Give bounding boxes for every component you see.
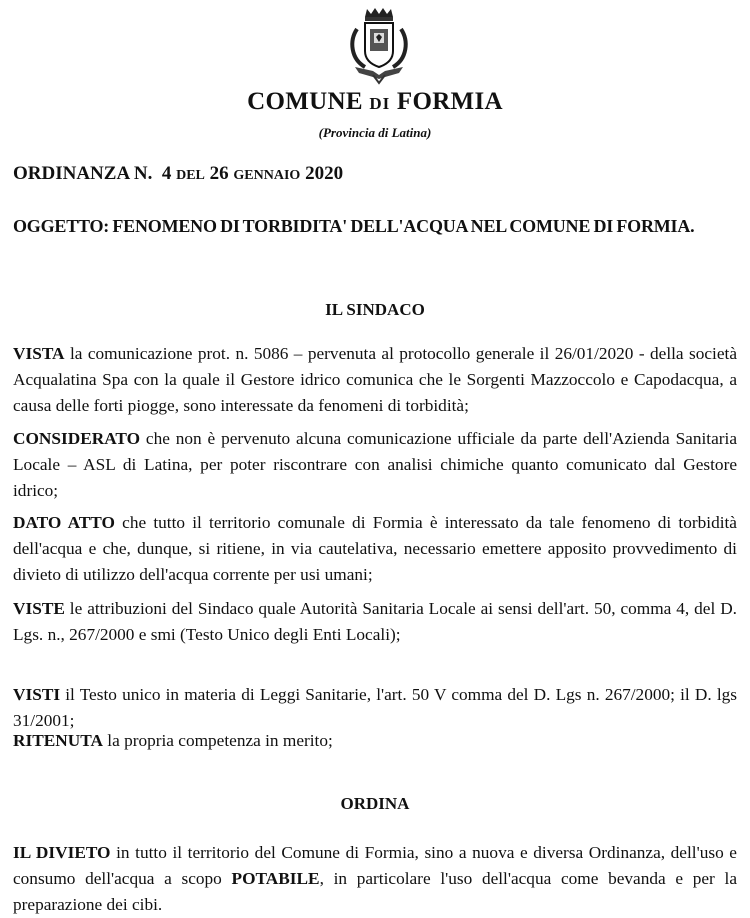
title-di: DI (369, 94, 391, 113)
ordina-heading: ORDINA (340, 794, 410, 813)
paragraph-visti (13, 682, 737, 734)
paragraph-text: il Testo unico in materia di Leggi Sanitarie, l'art. 50 V comma del D. Lgs n. 267/2000; il D. lgs 31/2001; (13, 685, 737, 730)
paragraph-keyword: IL DIVIETO (13, 843, 111, 862)
sindaco-heading: IL SINDACO (325, 300, 425, 319)
ordinance-number-line (13, 163, 343, 185)
paragraph-keyword: VISTE (13, 599, 65, 618)
municipality-title (0, 88, 750, 116)
subject-line: OGGETTO: FENOMENO DI TORBIDITA' DELL'ACQUA NEL COMUNE DI FORMIA. (13, 216, 695, 236)
paragraph-viste (13, 596, 737, 648)
ordinance-label: ORDINANZA N. (13, 163, 153, 184)
paragraph-ritenuta (13, 728, 737, 754)
coat-of-arms-icon (343, 5, 415, 85)
paragraph-text: che non è pervenuto alcuna comunicazione ufficiale da parte dell'Azienda Sanitaria Locale – ASL di Latina, per poter riscontrare con analisi chimiche quanto comunicato dal Gestore idrico; (13, 429, 737, 500)
paragraph-text: in tutto il territorio del Comune di Formia, sino a nuova e diversa Ordinanza, dell'uso e consumo dell'acqua a scopo (13, 843, 737, 888)
paragraph-vista (13, 341, 737, 419)
paragraph-text: la comunicazione prot. n. 5086 – pervenuta al protocollo generale il 26/01/2020 - della società Acqualatina Spa con la quale il Gestore idrico comunica che le Sorgenti Mazzoccolo e Capodacqua, a causa delle forti piogge, sono interessate da fenomeni di torbidità; (13, 344, 737, 415)
ordinance-year: 2020 (305, 163, 344, 184)
ordinance-del: DEL (176, 168, 205, 183)
ordinance-day: 26 (209, 163, 229, 184)
ordinance-number: 4 (161, 163, 172, 184)
paragraph-keyword: CONSIDERATO (13, 429, 141, 448)
province-subtitle: (Provincia di Latina) (318, 125, 432, 140)
paragraph-text: la propria competenza in merito; (102, 731, 333, 750)
paragraph-dato-atto (13, 510, 737, 588)
paragraph-text: che tutto il territorio comunale di Formia è interessato da tale fenomeno di torbidità dell'acqua e che, dunque, si ritiene, in via cautelativa, necessario emettere apposito provvedimento di divieto di utilizzo dell'acqua corrente per usi umani; (13, 513, 737, 584)
paragraph-keyword: VISTA (13, 344, 65, 363)
ordinance-month: GENNAIO (233, 168, 301, 183)
title-formia: FORMIA (396, 88, 503, 115)
paragraph-considerato (13, 426, 737, 504)
paragraph-keyword: DATO ATTO (13, 513, 115, 532)
potabile-keyword: POTABILE (231, 869, 320, 888)
paragraph-text: , in particolare l'uso dell'acqua come bevanda e per la preparazione dei cibi. (13, 869, 737, 914)
paragraph-keyword: VISTI (13, 685, 61, 704)
title-comune: COMUNE (247, 88, 363, 115)
paragraph-text: le attribuzioni del Sindaco quale Autorità Sanitaria Locale ai sensi dell'art. 50, comma 4, del D. Lgs. n., 267/2000 e smi (Testo Unico degli Enti Locali); (13, 599, 737, 644)
paragraph-divieto (13, 840, 737, 918)
paragraph-keyword: RITENUTA (13, 731, 103, 750)
